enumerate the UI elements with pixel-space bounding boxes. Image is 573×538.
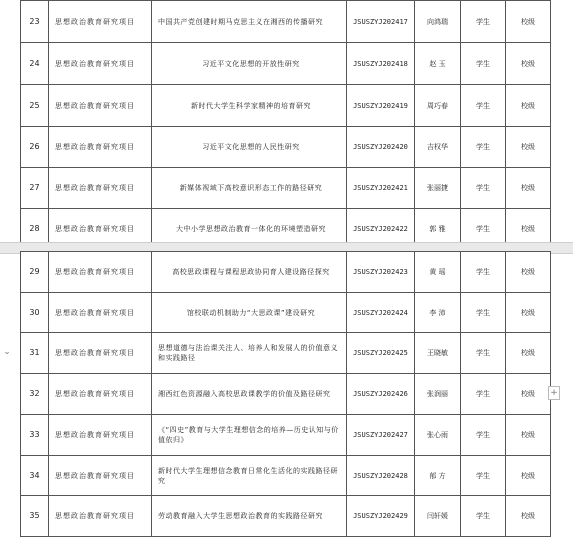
row-number: 35 [21, 496, 49, 537]
row-number: 30 [21, 293, 49, 333]
project-type: 思想政治教育研究项目 [49, 496, 152, 537]
collapse-chevron-icon[interactable]: ⌄ [3, 347, 11, 357]
applicant-role: 学生 [461, 43, 506, 85]
applicant-role: 学生 [461, 293, 506, 333]
project-table-page-1 [20, 0, 551, 250]
applicant-name: 郭 雅 [415, 209, 461, 250]
project-code: JSUSZYJ202426 [347, 374, 415, 415]
table-row [21, 252, 551, 293]
applicant-name: 周巧春 [415, 85, 461, 127]
project-level: 校级 [506, 127, 551, 168]
row-number: 25 [21, 85, 49, 127]
project-title: 馆校联动机制助力“大思政课”建设研究 [152, 293, 347, 333]
applicant-role: 学生 [461, 415, 506, 456]
applicant-name: 张丽捷 [415, 168, 461, 209]
row-number: 31 [21, 333, 49, 374]
applicant-role: 学生 [461, 374, 506, 415]
project-type: 思想政治教育研究项目 [49, 1, 152, 43]
add-row-button[interactable]: + [548, 386, 560, 400]
project-level: 校级 [506, 333, 551, 374]
row-number: 29 [21, 252, 49, 293]
project-title: 习近平文化思想的人民性研究 [152, 127, 347, 168]
project-level: 校级 [506, 415, 551, 456]
row-number: 32 [21, 374, 49, 415]
project-level: 校级 [506, 209, 551, 250]
project-level: 校级 [506, 1, 551, 43]
applicant-role: 学生 [461, 1, 506, 43]
row-number: 34 [21, 456, 49, 496]
project-type: 思想政治教育研究项目 [49, 209, 152, 250]
project-title: 新媒体视域下高校意识形态工作的路径研究 [152, 168, 347, 209]
project-code: JSUSZYJ202417 [347, 1, 415, 43]
project-type: 思想政治教育研究项目 [49, 252, 152, 293]
applicant-role: 学生 [461, 252, 506, 293]
row-number: 26 [21, 127, 49, 168]
applicant-name: 王晓敏 [415, 333, 461, 374]
document-page-1 [20, 0, 550, 250]
applicant-name: 赵 玉 [415, 43, 461, 85]
table-row [21, 333, 551, 374]
project-type: 思想政治教育研究项目 [49, 293, 152, 333]
project-title: 《“四史”教育与大学生理想信念的培养—历史认知与价值依归》 [152, 415, 347, 456]
table-row [21, 43, 551, 85]
project-code: JSUSZYJ202427 [347, 415, 415, 456]
applicant-role: 学生 [461, 127, 506, 168]
applicant-role: 学生 [461, 168, 506, 209]
table-row [21, 168, 551, 209]
project-type: 思想政治教育研究项目 [49, 127, 152, 168]
project-level: 校级 [506, 43, 551, 85]
project-title: 湘西红色资源融入高校思政课教学的价值及路径研究 [152, 374, 347, 415]
project-title: 劳动教育融入大学生思想政治教育的实践路径研究 [152, 496, 347, 537]
applicant-name: 张润丽 [415, 374, 461, 415]
project-level: 校级 [506, 293, 551, 333]
row-number: 28 [21, 209, 49, 250]
project-code: JSUSZYJ202428 [347, 456, 415, 496]
applicant-name: 向鸿瑞 [415, 1, 461, 43]
project-type: 思想政治教育研究项目 [49, 85, 152, 127]
project-level: 校级 [506, 252, 551, 293]
project-title: 中国共产党创建时期马克思主义在湘西的传播研究 [152, 1, 347, 43]
applicant-role: 学生 [461, 85, 506, 127]
project-level: 校级 [506, 456, 551, 496]
table-row [21, 374, 551, 415]
project-code: JSUSZYJ202423 [347, 252, 415, 293]
project-code: JSUSZYJ202418 [347, 43, 415, 85]
project-level: 校级 [506, 496, 551, 537]
table-row [21, 85, 551, 127]
row-number: 23 [21, 1, 49, 43]
project-code: JSUSZYJ202424 [347, 293, 415, 333]
table-row [21, 415, 551, 456]
applicant-name: 郁 方 [415, 456, 461, 496]
project-type: 思想政治教育研究项目 [49, 168, 152, 209]
project-table-page-2 [20, 251, 551, 537]
project-level: 校级 [506, 168, 551, 209]
project-level: 校级 [506, 85, 551, 127]
project-title: 高校思政课程与课程思政协同育人建设路径探究 [152, 252, 347, 293]
project-title: 思想道德与法治课关注人、培养人和发展人的价值意义和实践路径 [152, 333, 347, 374]
applicant-role: 学生 [461, 209, 506, 250]
applicant-role: 学生 [461, 456, 506, 496]
applicant-name: 黄 瑶 [415, 252, 461, 293]
table-row [21, 456, 551, 496]
table-row [21, 496, 551, 537]
project-code: JSUSZYJ202419 [347, 85, 415, 127]
row-number: 33 [21, 415, 49, 456]
applicant-role: 学生 [461, 333, 506, 374]
applicant-name: 吉权华 [415, 127, 461, 168]
project-title: 新时代大学生科学家精神的培育研究 [152, 85, 347, 127]
table-row [21, 127, 551, 168]
row-number: 27 [21, 168, 49, 209]
project-type: 思想政治教育研究项目 [49, 456, 152, 496]
project-code: JSUSZYJ202420 [347, 127, 415, 168]
project-title: 大中小学思想政治教育一体化的环境塑造研究 [152, 209, 347, 250]
project-type: 思想政治教育研究项目 [49, 415, 152, 456]
project-type: 思想政治教育研究项目 [49, 43, 152, 85]
applicant-name: 李 沛 [415, 293, 461, 333]
table-row [21, 293, 551, 333]
applicant-role: 学生 [461, 496, 506, 537]
project-type: 思想政治教育研究项目 [49, 333, 152, 374]
row-number: 24 [21, 43, 49, 85]
applicant-name: 闫轩媛 [415, 496, 461, 537]
project-type: 思想政治教育研究项目 [49, 374, 152, 415]
project-title: 新时代大学生理想信念教育日常化生活化的实践路径研究 [152, 456, 347, 496]
table-row [21, 1, 551, 43]
project-level: 校级 [506, 374, 551, 415]
project-code: JSUSZYJ202421 [347, 168, 415, 209]
applicant-name: 张心雨 [415, 415, 461, 456]
project-code: JSUSZYJ202429 [347, 496, 415, 537]
document-page-2 [20, 251, 550, 537]
project-code: JSUSZYJ202422 [347, 209, 415, 250]
project-code: JSUSZYJ202425 [347, 333, 415, 374]
project-title: 习近平文化思想的开放性研究 [152, 43, 347, 85]
